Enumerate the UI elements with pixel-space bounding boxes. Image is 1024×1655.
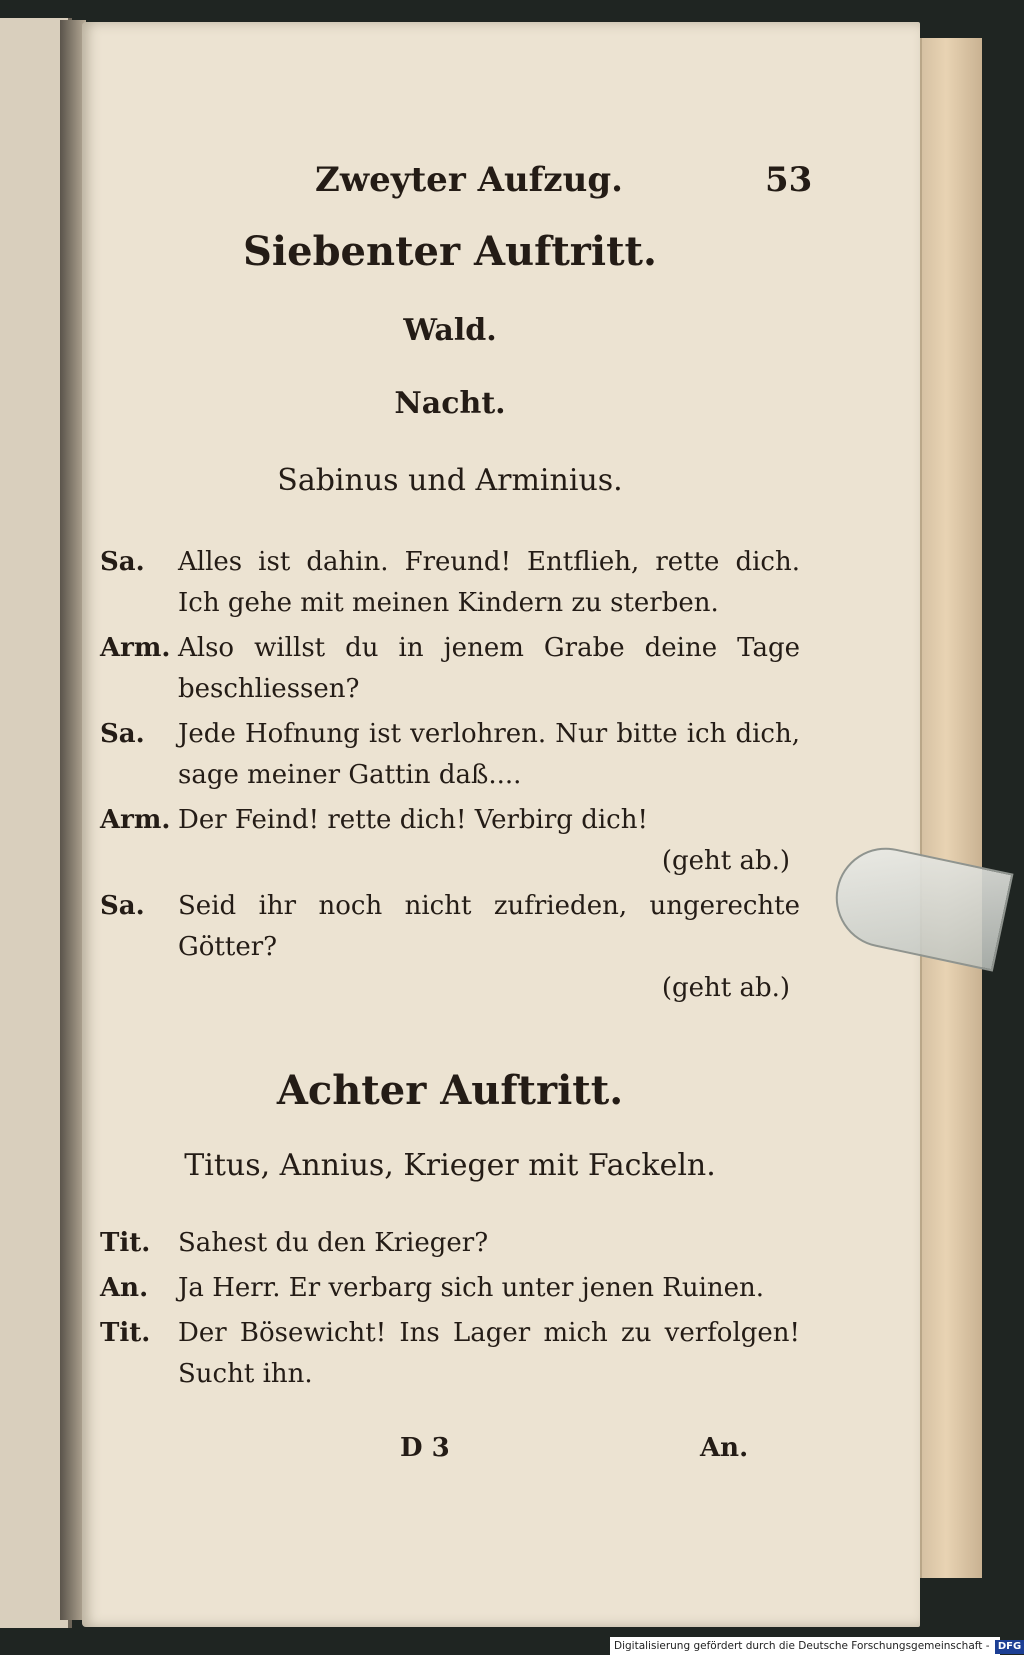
speaker-label: An. <box>100 1273 149 1303</box>
speech-text: Sahest du den Krieger? <box>178 1228 489 1258</box>
page-number: 53 <box>765 160 813 200</box>
speaker-label: Arm. <box>100 805 171 835</box>
dialogue-line <box>100 800 800 882</box>
speech-text: Jede Hofnung ist verlohren. Nur bitte ich dich, sage meiner Gattin daß.... <box>178 719 800 790</box>
scene-characters: Titus, Annius, Krieger mit Fackeln. <box>184 1148 716 1183</box>
page-block-edge <box>920 38 982 1578</box>
speech-text: Seid ihr noch nicht zufrieden, ungerechte Götter? <box>178 891 800 962</box>
running-head-title: Zweyter Aufzug. <box>315 160 623 200</box>
speech-text: Alles ist dahin. Freund! Entflieh, rette dich. Ich gehe mit meinen Kindern zu sterben. <box>178 547 800 618</box>
catchword: An. <box>700 1433 749 1463</box>
dialogue-line <box>100 1268 800 1309</box>
catchline <box>100 1433 800 1473</box>
page-content <box>100 160 813 1473</box>
digitization-footer <box>610 1637 1022 1655</box>
scene7-dialogue <box>100 542 800 1009</box>
dialogue-line <box>100 1223 800 1264</box>
scene8-dialogue <box>100 1223 800 1395</box>
speech-text: Ja Herr. Er verbarg sich unter jenen Ruinen. <box>178 1273 765 1303</box>
stage-direction: (geht ab.) <box>661 846 790 876</box>
speech-text: Der Bösewicht! Ins Lager mich zu verfolgen! Sucht ihn. <box>178 1318 800 1389</box>
dialogue-line <box>100 628 800 710</box>
speech-text: Also willst du in jenem Grabe deine Tage beschliessen? <box>178 633 800 704</box>
dialogue-line <box>100 1313 800 1395</box>
speaker-label: Tit. <box>100 1318 151 1348</box>
scene-characters: Sabinus und Arminius. <box>277 463 623 498</box>
dialogue-line <box>100 886 800 1009</box>
dfg-logo-icon: DFG <box>995 1640 1024 1654</box>
speaker-label: Arm. <box>100 633 171 663</box>
speech-text: Der Feind! rette dich! Verbirg dich! <box>178 805 648 835</box>
scene-location: Wald. <box>403 313 497 348</box>
footer-text: Digitalisierung gefördert durch die Deutsche Forschungsgemeinschaft - <box>614 1640 990 1652</box>
speaker-label: Tit. <box>100 1228 151 1258</box>
speaker-label: Sa. <box>100 891 145 921</box>
speaker-label: Sa. <box>100 719 145 749</box>
scene-title: Achter Auftritt. <box>276 1067 624 1114</box>
speaker-label: Sa. <box>100 547 145 577</box>
dialogue-line <box>100 542 800 624</box>
dialogue-line <box>100 714 800 796</box>
scene-time: Nacht. <box>394 386 506 421</box>
stage-direction: (geht ab.) <box>661 973 790 1003</box>
running-head <box>100 160 813 206</box>
signature-mark: D 3 <box>400 1433 450 1463</box>
scene-title: Siebenter Auftritt. <box>243 228 657 275</box>
